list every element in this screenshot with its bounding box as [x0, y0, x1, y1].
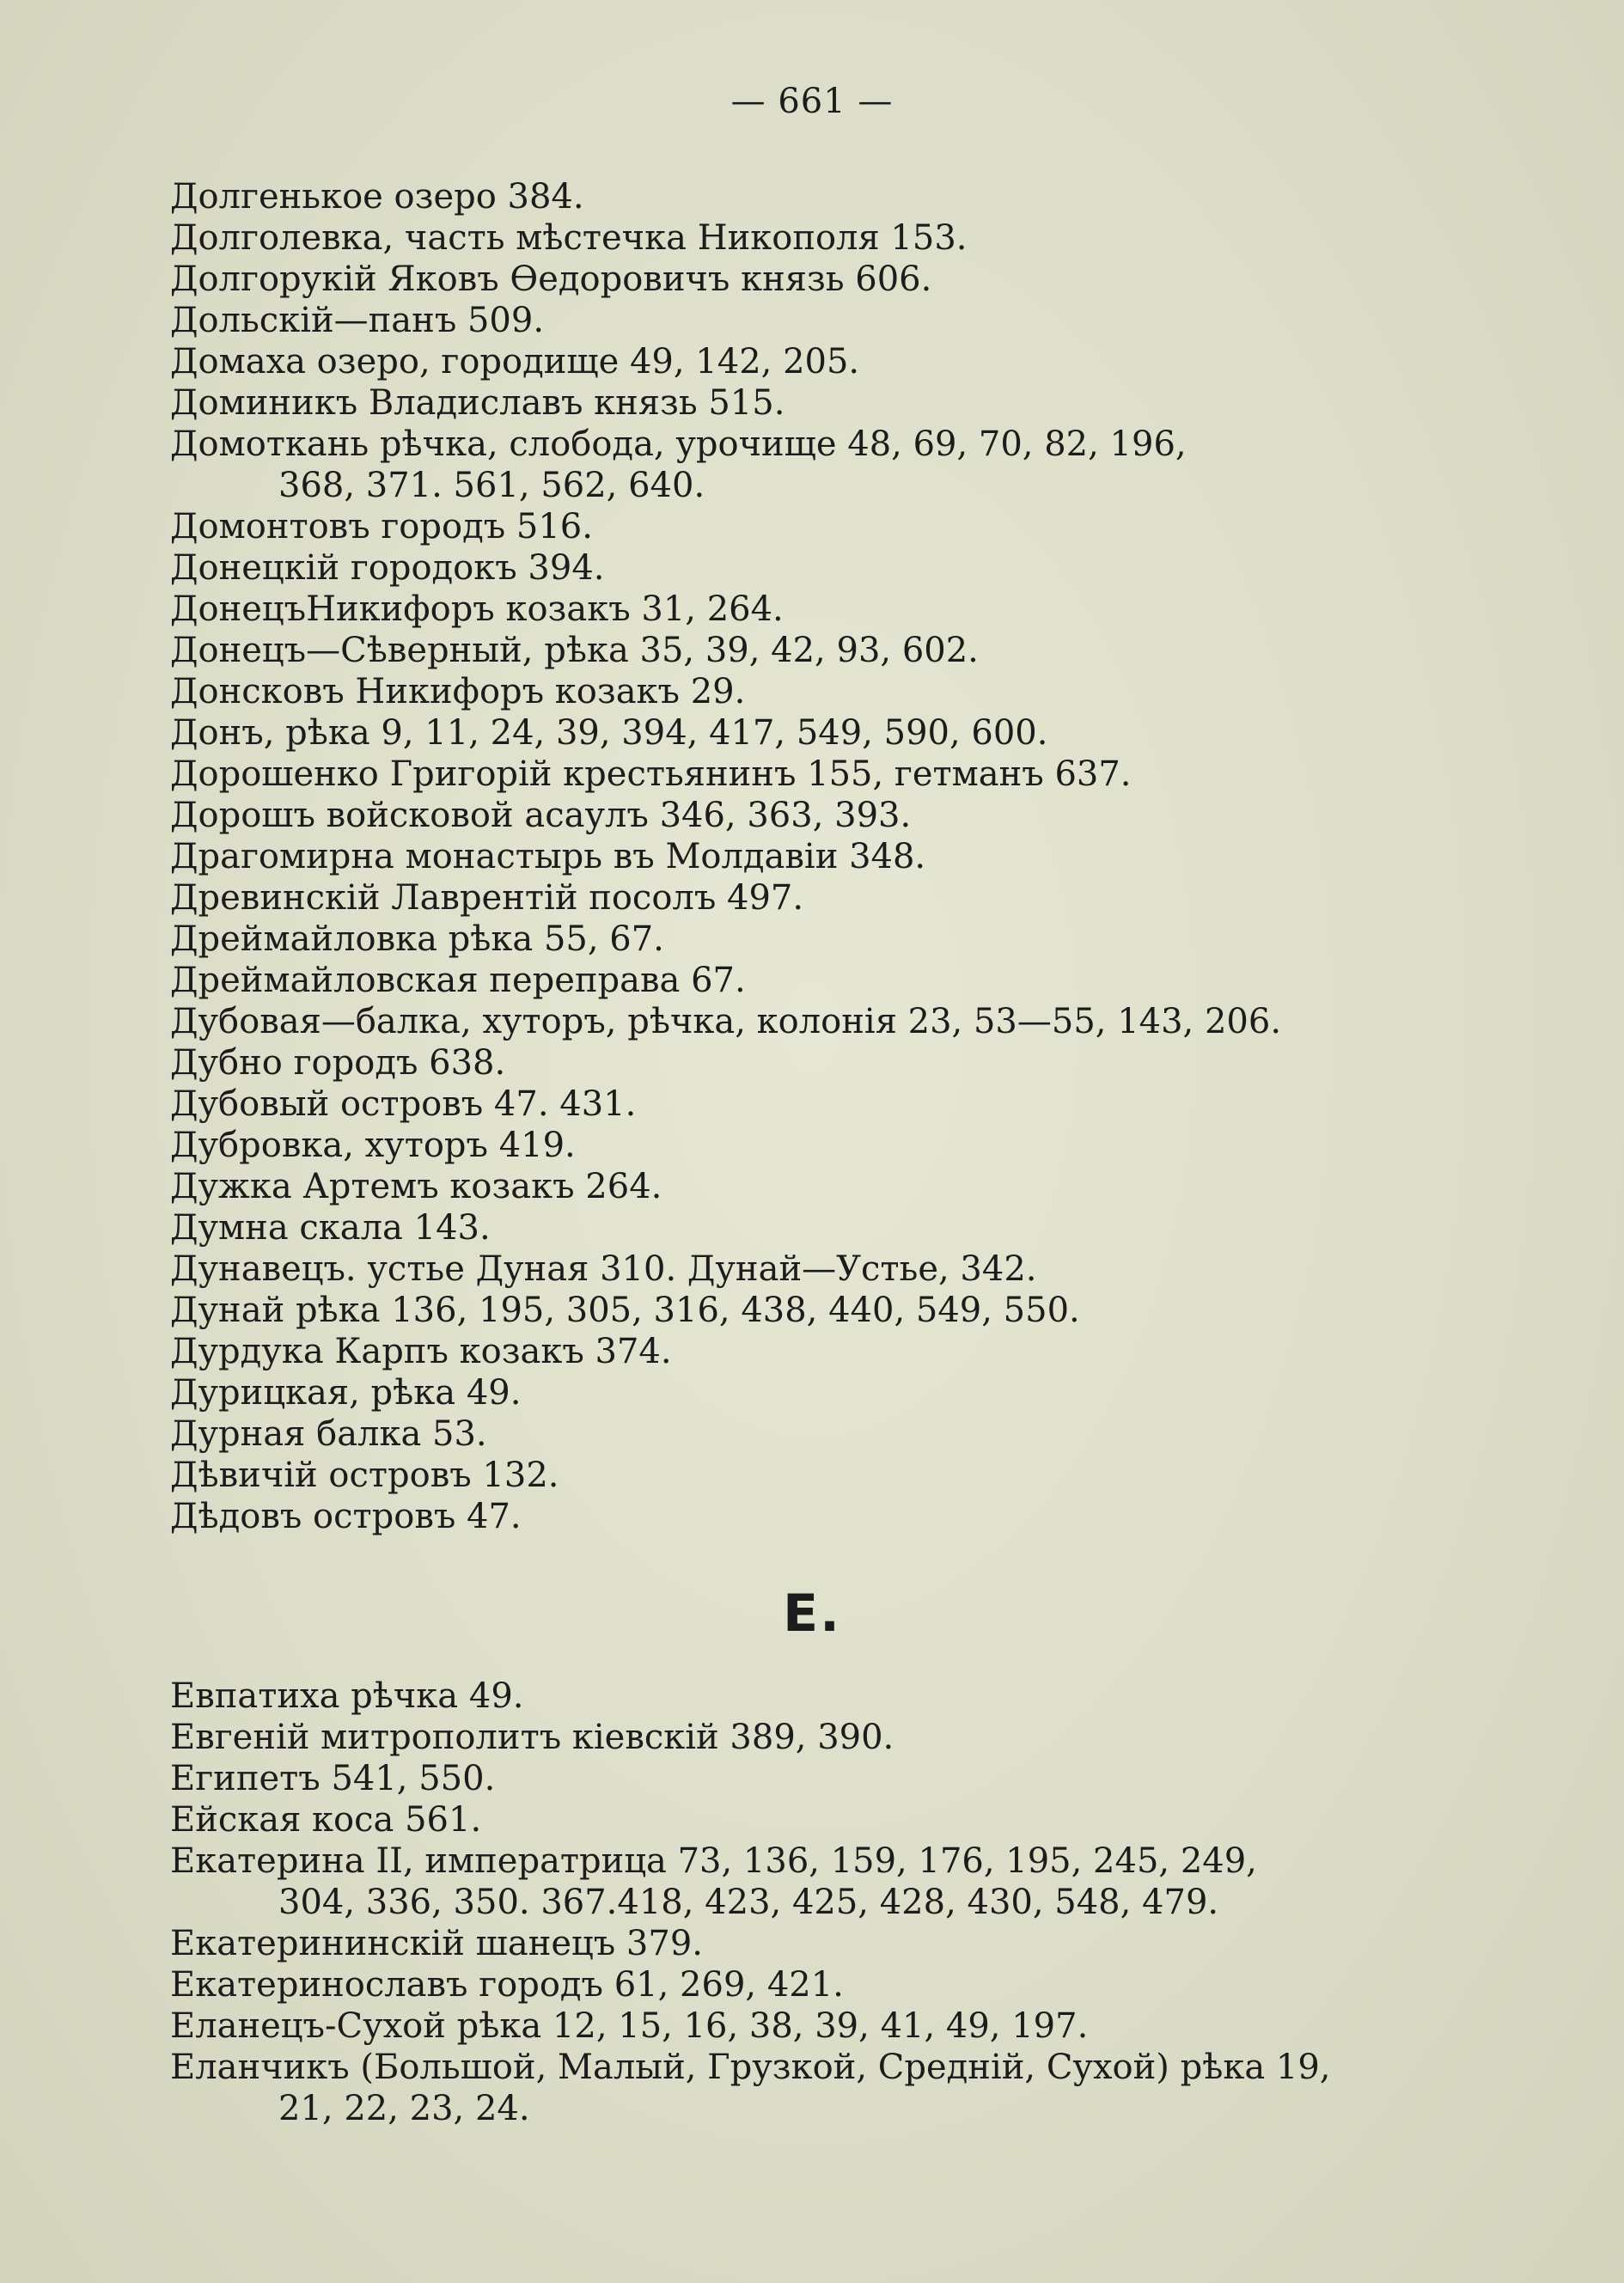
index-entry [170, 1125, 1459, 1166]
index-entry-text: Дурдука Карпъ козакъ 374. [170, 1332, 672, 1371]
index-entry [170, 217, 1459, 259]
index-entry-continuation: 304, 336, 350. 367.418, 423, 425, 428, 430, 548, 479. [278, 1883, 1219, 1922]
page-number: — 661 — [730, 82, 894, 121]
index-entry [170, 836, 1459, 877]
index-entry [170, 1455, 1459, 1496]
index-entry-text: Еланецъ-Сухой рѣка 12, 15, 16, 38, 39, 41, 49, 197. [170, 2006, 1089, 2046]
index-entry [170, 1248, 1459, 1290]
index-entry-text: Екатерина II, императрица 73, 136, 159, 176, 195, 245, 249, [170, 1841, 1257, 1881]
index-entry-text: Дреймайловская переправа 67. [170, 961, 746, 1000]
index-entry-text: Дурная балка 53. [170, 1414, 487, 1454]
index-entry-text: Евгеній митрополитъ кіевскій 389, 390. [170, 1718, 894, 1757]
index-entry-text: Екатеринославъ городъ 61, 269, 421. [170, 1965, 844, 2005]
index-entry-text: Дубровка, хуторъ 419. [170, 1126, 576, 1165]
section-heading-e: Е. [783, 1584, 841, 1644]
index-entry [170, 382, 1459, 424]
index-entry-text: Еланчикъ (Большой, Малый, Грузкой, Средній, Сухой) рѣка 19, [170, 2048, 1331, 2087]
index-entry [170, 671, 1459, 712]
index-entry [170, 1496, 1459, 1537]
index-entry-text: Дреймайловка рѣка 55, 67. [170, 919, 664, 959]
index-entry-text: Домаха озеро, городище 49, 142, 205. [170, 342, 860, 382]
index-section-d [170, 176, 1459, 1537]
index-entry [170, 1676, 1459, 1717]
index-entry [170, 1964, 1459, 2005]
index-entry-text: Доминикъ Владиславъ князь 515. [170, 383, 785, 423]
index-entry [170, 877, 1459, 919]
index-entry-text: Донъ, рѣка 9, 11, 24, 39, 394, 417, 549, 590, 600. [170, 713, 1048, 753]
index-entry-text: Дорошъ войсковой асаулъ 346, 363, 393. [170, 796, 912, 835]
index-entry-text: Дѣдовъ островъ 47. [170, 1497, 522, 1536]
index-entry [170, 1840, 1459, 1923]
index-entry [170, 712, 1459, 754]
index-entry [170, 1001, 1459, 1042]
index-entry [170, 1799, 1459, 1840]
index-entry-text: Дольскій—панъ 509. [170, 301, 545, 340]
index-entry-text: Дунай рѣка 136, 195, 305, 316, 438, 440, 549, 550. [170, 1291, 1080, 1330]
index-entry [170, 1166, 1459, 1207]
index-entry-text: Екатерининскій шанецъ 379. [170, 1924, 703, 1963]
index-entry [170, 300, 1459, 341]
index-entry-text: Дунавецъ. устье Дуная 310. Дунай—Устье, 342. [170, 1249, 1037, 1289]
index-entry [170, 424, 1459, 506]
index-entry-text: Донецкій городокъ 394. [170, 548, 605, 588]
index-entry-text: Дужка Артемъ козакъ 264. [170, 1167, 662, 1206]
index-entry-continuation: 368, 371. 561, 562, 640. [278, 466, 705, 505]
index-entry-text: Драгомирна монастырь въ Молдавіи 348. [170, 837, 926, 876]
index-entry [170, 630, 1459, 671]
index-entry-text: Домоткань рѣчка, слобода, урочище 48, 69, 70, 82, 196, [170, 424, 1187, 464]
index-entry [170, 795, 1459, 836]
index-entry-text: Евпатиха рѣчка 49. [170, 1676, 524, 1716]
index-entry [170, 1290, 1459, 1331]
index-entry [170, 2047, 1459, 2129]
index-entry [170, 341, 1459, 382]
index-entry [170, 1042, 1459, 1084]
index-entry [170, 1084, 1459, 1125]
index-entry-text: Думна скала 143. [170, 1208, 491, 1248]
index-entry [170, 589, 1459, 630]
index-entry-text: Долгорукій Яковъ Ѳедоровичъ князь 606. [170, 259, 932, 299]
index-entry-text: Донецъ—Сѣверный, рѣка 35, 39, 42, 93, 602. [170, 631, 979, 670]
index-entry-text: Дубно городъ 638. [170, 1043, 506, 1083]
index-entry-text: Долголевка, часть мѣстечка Никополя 153. [170, 218, 968, 258]
index-entry-text: Древинскій Лаврентій посолъ 497. [170, 878, 804, 918]
index-entry-text: Донсковъ Никифоръ козакъ 29. [170, 672, 746, 711]
index-entry-text: Дѣвичій островъ 132. [170, 1456, 559, 1495]
index-entry-text: Ейская коса 561. [170, 1800, 482, 1840]
index-entry [170, 1207, 1459, 1248]
index-entry [170, 506, 1459, 547]
index-entry [170, 1923, 1459, 1964]
index-section-e [170, 1676, 1459, 2129]
index-entry [170, 1717, 1459, 1758]
index-entry-text: Дорошенко Григорій крестьянинъ 155, гетманъ 637. [170, 754, 1132, 794]
index-entry [170, 960, 1459, 1001]
index-entry [170, 176, 1459, 217]
index-entry-text: Египетъ 541, 550. [170, 1759, 496, 1798]
index-entry [170, 754, 1459, 795]
index-entry [170, 919, 1459, 960]
index-entry [170, 1331, 1459, 1372]
index-entry-text: Дубовая—балка, хуторъ, рѣчка, колонія 23, 53—55, 143, 206. [170, 1002, 1282, 1041]
index-entry [170, 259, 1459, 300]
index-entry [170, 1758, 1459, 1799]
index-entry-continuation: 21, 22, 23, 24. [278, 2089, 530, 2128]
index-entry [170, 1372, 1459, 1413]
index-entry [170, 2005, 1459, 2047]
index-entry-text: Долгенькое озеро 384. [170, 177, 584, 217]
index-entry-text: ДонецъНикифоръ козакъ 31, 264. [170, 589, 784, 629]
index-entry [170, 547, 1459, 589]
index-entry-text: Домонтовъ городъ 516. [170, 507, 593, 546]
index-entry-text: Дурицкая, рѣка 49. [170, 1373, 522, 1413]
index-entry [170, 1413, 1459, 1455]
index-entry-text: Дубовый островъ 47. 431. [170, 1084, 637, 1124]
